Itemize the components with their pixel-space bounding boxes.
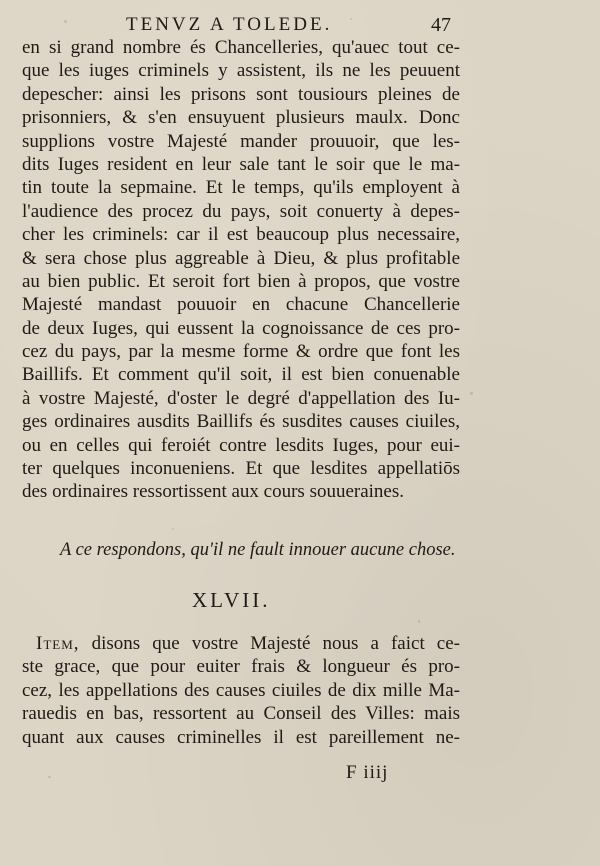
text-line: rauedis en bas, ressortent au Conseil des Villes: mais [22, 703, 460, 725]
paper-speck [172, 528, 174, 530]
text-line: à vostre Majesté, d'oster le degré d'appellation des Iu- [22, 387, 460, 409]
page-number: 47 [431, 14, 451, 36]
text-line: prisonniers, & s'en ensuyuent plusieurs maulx. Donc [22, 107, 460, 129]
text-line: l'audience des procez du pays, soit conuerty à depes- [22, 200, 460, 222]
text-line: depescher: ainsi les prisons sont tousiours pleines de [22, 83, 460, 105]
paper-speck [470, 392, 473, 395]
text-line: ter quelques inconueniens. Et que lesdites appellatiōs [22, 458, 460, 480]
text-line: dits Iuges resident en leur sale tant le soir que le ma- [22, 153, 460, 175]
text-line: supplions vostre Majesté mander prouuoir, que les- [22, 130, 460, 152]
text-line: cez, les appellations des causes ciuiles de dix mille Ma- [22, 679, 460, 701]
text-line: & sera chose plus aggreable à Dieu, & plus profitable [22, 247, 460, 269]
paper-speck [350, 18, 352, 20]
text-fragment: disons que vostre Majesté nous a faict ce- [79, 633, 460, 654]
text-line: quant aux causes criminelles il est pareillement ne- [22, 726, 460, 748]
paper-speck [64, 20, 67, 23]
text-line: cher les criminels: car il est beaucoup plus necessaire, [22, 224, 460, 246]
signature-mark: F iiij [346, 762, 389, 783]
running-title: TENVZ A TOLEDE. [126, 14, 333, 35]
response-text: A ce respondons, qu'il ne fault innouer aucune chose. [60, 540, 456, 560]
text-line: en si grand nombre és Chancelleries, qu'auec tout ce- [22, 37, 460, 58]
section-number: XLVII. [192, 588, 271, 612]
text-line: cez du pays, par la mesme forme & ordre que font les [22, 341, 460, 363]
text-line [22, 632, 460, 655]
text-line: de deux Iuges, qui eussent la cognoissance de ces pro- [22, 317, 460, 339]
text-line: que les iuges criminels y assistent, ils ne les peuuent [22, 60, 460, 82]
text-line: ste grace, que pour euiter frais & longueur és pro- [22, 656, 460, 678]
initial-word: Item, [36, 633, 80, 654]
text-line: Baillifs. Et comment qu'il soit, il est bien conuenable [22, 364, 460, 386]
text-line: ges ordinaires ausdits Baillifs és susdites causes ciuiles, [22, 411, 460, 433]
paper-speck [418, 620, 420, 623]
paper-speck [48, 776, 51, 778]
text-line: tin toute la sepmaine. Et le temps, qu'ils employent à [22, 177, 460, 199]
text-line: des ordinaires ressortissent aux cours souueraines. [22, 481, 405, 503]
text-line: Majesté mandast pouuoir en chacune Chancellerie [22, 294, 460, 316]
section-paragraph [22, 632, 460, 749]
text-line: ou en celles qui feroiét contre lesdits Iuges, pour eui- [22, 434, 460, 456]
text-line: au bien public. Et seroit fort bien à propos, que vostre [22, 270, 460, 292]
main-paragraph [22, 36, 460, 504]
